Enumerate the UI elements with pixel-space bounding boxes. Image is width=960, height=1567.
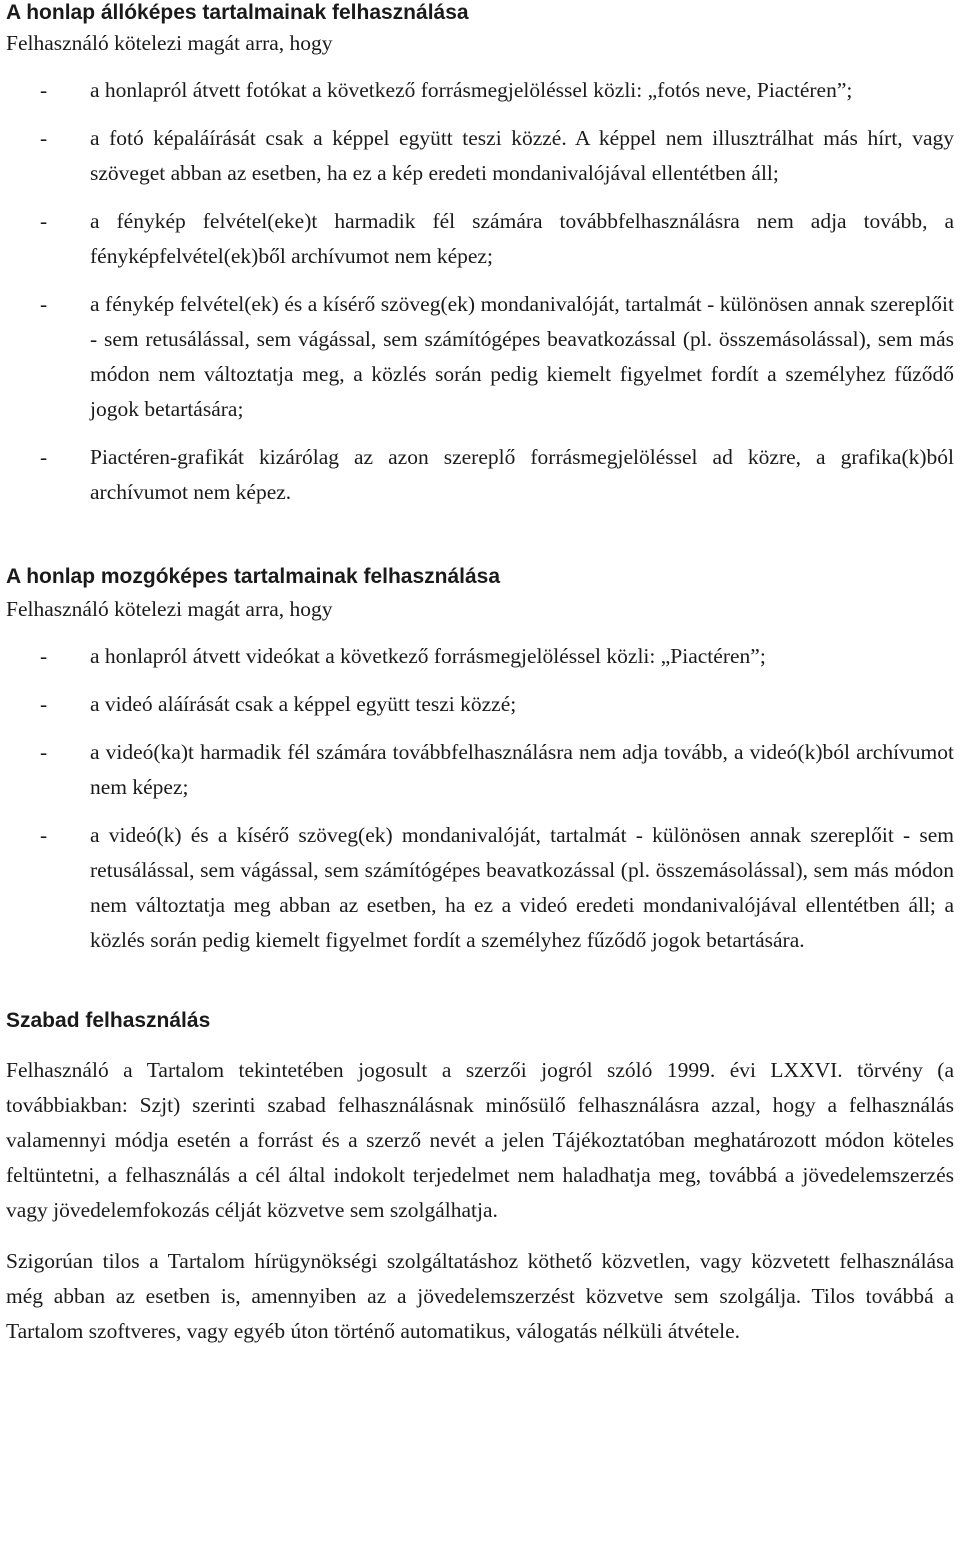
section-intro: Felhasználó kötelezi magát arra, hogy — [6, 31, 333, 55]
list-item: - a videó(k) és a kísérő szöveg(ek) mondanivalóját, tartalmát - különösen annak szereplőit - sem retusálással, sem vágással, sem számítógépes beavatkozással (pl. összemásolással), sem más módon nem változtatja meg abban az esetben, ha ez a videó eredeti mondanivalójával ellentétben áll; a közlés során pedig kiemelt figyelmet fordít a személyhez fűződő jogok betartására. — [6, 818, 954, 958]
section-heading: A honlap mozgóképes tartalmainak felhasználása — [6, 565, 501, 588]
body-paragraph: Szigorúan tilos a Tartalom hírügynökségi szolgáltatáshoz köthető közvetlen, vagy közvetett felhasználása még abban az esetben is, amennyiben az a jövedelemszerzést közvetve sem szolgálja. Tilos továbbá a Tartalom szoftveres, vagy egyéb úton történő automatikus, válogatás nélküli átvétele. — [6, 1249, 954, 1343]
list-item: - a honlapról átvett videókat a következő forrásmegjelöléssel közli: „Piactéren”; — [6, 639, 954, 674]
section-moving-images — [6, 562, 954, 958]
obligation-list — [6, 639, 954, 958]
list-item: - a videó aláírását csak a képpel együtt teszi közzé; — [6, 687, 954, 722]
section-heading: Szabad felhasználás — [6, 1009, 211, 1032]
list-item: - a videó(ka)t harmadik fél számára továbbfelhasználásra nem adja tovább, a videó(k)ból archívumot nem képez; — [6, 735, 954, 805]
section-still-images — [6, 0, 954, 510]
list-item: - a honlapról átvett fotókat a következő forrásmegjelöléssel közli: „fotós neve, Piactéren”; — [6, 73, 954, 108]
list-item: - a fénykép felvétel(eke)t harmadik fél számára továbbfelhasználásra nem adja tovább, a fényképfelvétel(ek)ből archívumot nem képez; — [6, 204, 954, 274]
section-heading: A honlap állóképes tartalmainak felhasználása — [6, 1, 469, 24]
list-item: - a fénykép felvétel(ek) és a kísérő szöveg(ek) mondanivalóját, tartalmát - különösen annak szereplőit - sem retusálással, sem vágással, sem számítógépes beavatkozással (pl. összemásolással), sem más módon nem változtatja meg, a közlés során pedig kiemelt figyelmet fordít a személyhez fűződő jogok betartására; — [6, 287, 954, 427]
list-item: - Piactéren-grafikát kizárólag az azon szereplő forrásmegjelöléssel ad közre, a grafika(k)ból archívumot nem képez. — [6, 440, 954, 510]
section-free-use — [6, 1006, 954, 1349]
section-intro: Felhasználó kötelezi magát arra, hogy — [6, 597, 333, 621]
body-paragraph: Felhasználó a Tartalom tekintetében jogosult a szerzői jogról szóló 1999. évi LXXVI. törvény (a továbbiakban: Szjt) szerinti szabad felhasználásnak minősülő felhasználásra azzal, hogy a felhasználás valamennyi módja esetén a forrást és a szerző nevét a jelen Tájékoztatóban meghatározott módon köteles feltüntetni, a felhasználás a cél által indokolt terjedelmet nem haladhatja meg, továbbá a jövedelemszerzés vagy jövedelemfokozás célját közvetve sem szolgálhatja. — [6, 1058, 954, 1222]
obligation-list — [6, 73, 954, 510]
list-item: - a fotó képaláírását csak a képpel együtt teszi közzé. A képpel nem illusztrálhat más hírt, vagy szöveget abban az esetben, ha ez a kép eredeti mondanivalójával ellentétben áll; — [6, 121, 954, 191]
